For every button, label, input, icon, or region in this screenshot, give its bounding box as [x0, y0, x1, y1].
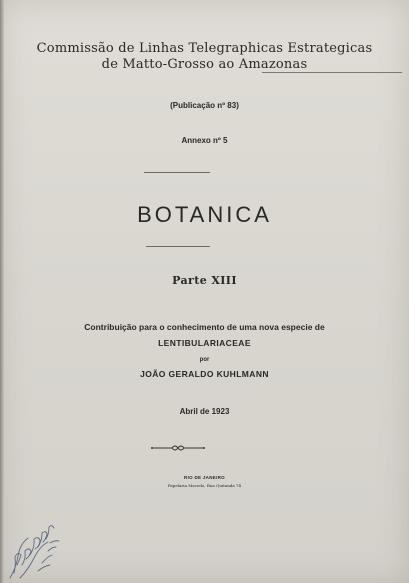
publication-city: RIO DE JANEIRO	[184, 475, 225, 480]
by-label: por	[199, 357, 210, 363]
handwritten-annotation-icon	[2, 503, 72, 579]
page-edge	[0, 0, 4, 583]
author-name: JOÃO GERALDO KUHLMANN	[140, 369, 269, 379]
header-line-1: Commissão de Linhas Telegraphicas Estrategicas	[36, 41, 373, 56]
part-label: Parte XIII	[172, 274, 237, 287]
title-rule-bottom	[146, 246, 210, 247]
document-title: BOTANICA	[137, 202, 272, 227]
ornament-divider-icon	[150, 443, 206, 453]
publication-date: Abril de 1923	[179, 407, 230, 416]
header-rule	[262, 72, 402, 73]
contribution-line: Contribuição para o conhecimento de uma nova especie de	[84, 322, 325, 332]
printer-line: Papelaria Macedo, Rua Quitanda 74	[167, 483, 242, 488]
publication-number: (Publicação nº 83)	[170, 101, 239, 110]
header-line-2: de Matto-Grosso ao Amazonas	[101, 57, 308, 72]
annex-number: Annexo nº 5	[181, 136, 228, 145]
family-name: LENTIBULARIACEAE	[158, 338, 251, 348]
title-rule-top	[144, 172, 210, 173]
